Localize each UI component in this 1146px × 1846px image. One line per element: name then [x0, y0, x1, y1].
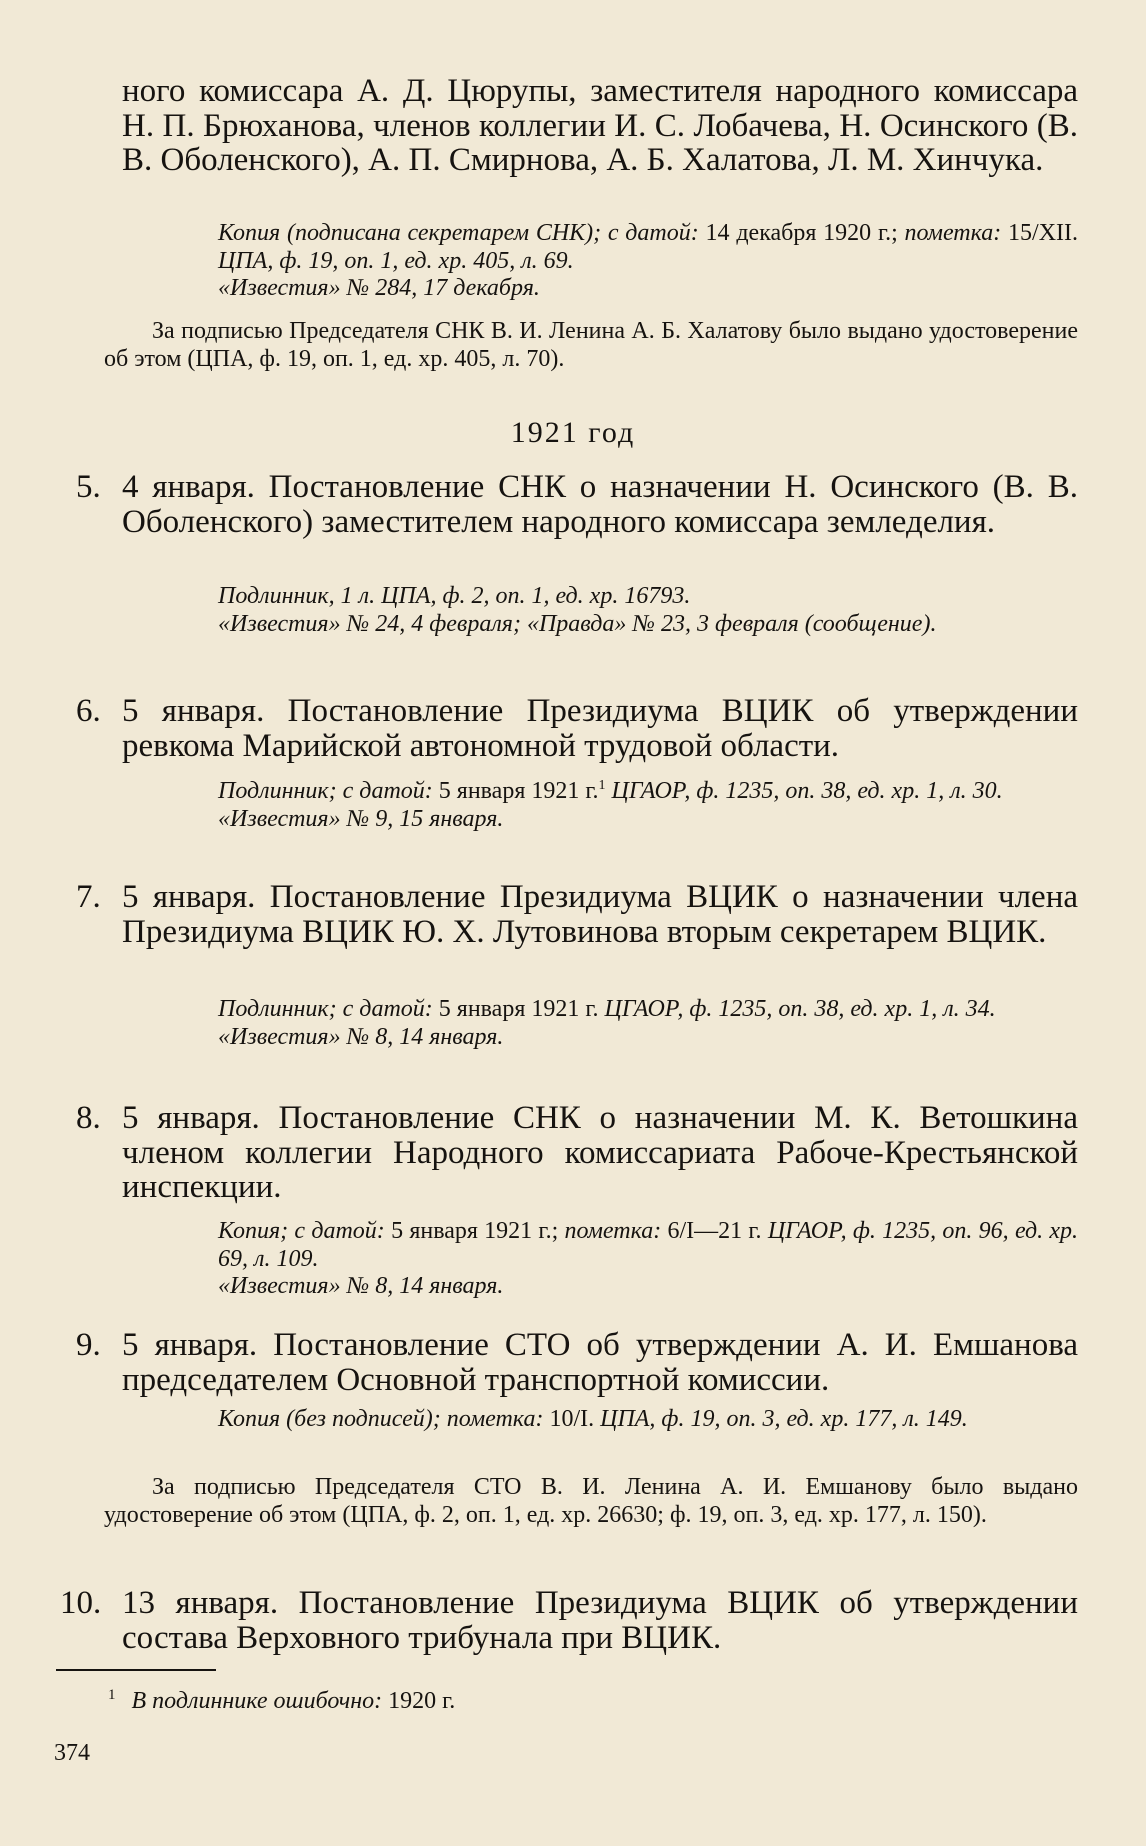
- footnote: [108, 1680, 455, 1716]
- source-date: 5 января 1921 г.: [438, 778, 599, 804]
- note-paragraph: За подписью Председателя СТО В. И. Ленина А. И. Емшанову было выдано удостоверение об этом (ЦПА, ф. 2, оп. 1, ед. хр. 26630; ф. 19, оп. 3, ед. хр. 177, л. 150).: [104, 1474, 1078, 1528]
- source-archive: ЦГАОР, ф. 1235, оп. 38, ед. хр. 1, л. 34.: [604, 996, 996, 1022]
- source-label: пометка:: [904, 220, 1002, 246]
- entry-number: 10.: [60, 1585, 102, 1621]
- footnote-rule: [56, 1669, 216, 1671]
- footnote-italic-text: В подлиннике ошибочно:: [131, 1688, 383, 1714]
- entry-7: [76, 880, 1078, 949]
- source-mark: 15/XII.: [1008, 220, 1079, 246]
- entry-text: 5 января. Постановление Президиума ВЦИК о назначении члена Президиума ВЦИК Ю. Х. Лутовинова вторым секретарем ВЦИК.: [122, 879, 1078, 950]
- source-archive: ЦГАОР, ф. 1235, оп. 38, ед. хр. 1, л. 30.: [611, 778, 1003, 804]
- source-archive: ЦГАОР, ф. 1235, оп. 96, ед. хр. 69, л. 109.: [218, 1218, 1079, 1272]
- source-date: 14 декабря 1920 г.;: [705, 220, 898, 246]
- entry-8: [76, 1101, 1078, 1205]
- entry-number: 6.: [76, 693, 101, 729]
- entry-6: [76, 694, 1078, 763]
- source-label: Подлинник; с датой:: [218, 778, 433, 804]
- archival-source: [218, 583, 1078, 638]
- entry-text: 5 января. Постановление СНК о назначении М. К. Ветошкина членом коллегии Народного комиссариата Рабоче-Крестьянской инспекции.: [122, 1100, 1078, 1205]
- source-label: пометка:: [564, 1218, 662, 1244]
- entry-number: 5.: [76, 469, 101, 505]
- note-paragraph: За подписью Председателя СНК В. И. Ленина А. Б. Халатову было выдано удостоверение об этом (ЦПА, ф. 19, оп. 1, ед. хр. 405, л. 70).: [104, 318, 1078, 372]
- footnote-marker: 1: [108, 1687, 116, 1703]
- source-publication: «Известия» № 284, 17 декабря.: [218, 275, 540, 301]
- entry-number: 9.: [76, 1327, 101, 1363]
- entry-text: 5 января. Постановление Президиума ВЦИК об утверждении ревкома Марийской автономной трудовой области.: [122, 693, 1078, 764]
- source-label: Копия; с датой:: [218, 1218, 385, 1244]
- footnote-text: 1920 г.: [388, 1688, 456, 1714]
- source-publication: «Известия» № 8, 14 января.: [218, 1273, 504, 1299]
- entry-number: 8.: [76, 1100, 101, 1136]
- source-date: 5 января 1921 г.: [438, 996, 599, 1022]
- page-number: 374: [54, 1740, 90, 1766]
- entry-number: 7.: [76, 879, 101, 915]
- source-label: Подлинник; с датой:: [218, 996, 433, 1022]
- entry-text: 5 января. Постановление СТО об утверждении А. И. Емшанова председателем Основной транспортной комиссии.: [122, 1327, 1078, 1398]
- year-heading: 1921 год: [510, 416, 636, 449]
- archival-source: [218, 1218, 1078, 1301]
- continuation-paragraph: ного комиссара А. Д. Цюрупы, заместителя народного комиссара Н. П. Брюханова, членов коллегии И. С. Лобачева, Н. Осинского (В. В. Оболенского), А. П. Смирнова, А. Б. Халатова, Л. М. Хинчука.: [122, 73, 1078, 178]
- footnote-reference: 1: [598, 778, 606, 793]
- source-publication: «Известия» № 24, 4 февраля; «Правда» № 23, 3 февраля (сообщение).: [218, 610, 937, 637]
- archival-source: [218, 772, 1078, 833]
- source-date: 5 января 1921 г.;: [391, 1218, 559, 1244]
- source-label: Копия (без подписей); пометка:: [218, 1406, 544, 1432]
- source-label: Копия (подписана секретарем СНК); с датой:: [218, 220, 699, 246]
- archival-source: [218, 1406, 1078, 1434]
- source-archive: ЦПА, ф. 19, оп. 3, ед. хр. 177, л. 149.: [600, 1406, 968, 1432]
- source-archive: ЦПА, ф. 19, оп. 1, ед. хр. 405, л. 69.: [218, 247, 574, 274]
- entry-text: 4 января. Постановление СНК о назначении Н. Осинского (В. В. Оболенского) заместителем народного комиссара земледелия.: [122, 469, 1078, 540]
- source-mark: 6/I—21 г.: [667, 1218, 762, 1244]
- source-publication: «Известия» № 8, 14 января.: [218, 1023, 504, 1050]
- source-mark: 10/I.: [549, 1406, 595, 1432]
- entry-5: [76, 470, 1078, 539]
- entry-10: [60, 1585, 1078, 1656]
- entry-9: [76, 1328, 1078, 1397]
- archival-source: [218, 996, 1078, 1051]
- archival-source: [218, 220, 1078, 303]
- source-archive: Подлинник, 1 л. ЦПА, ф. 2, оп. 1, ед. хр. 16793.: [218, 583, 691, 609]
- entry-text: 13 января. Постановление Президиума ВЦИК об утверждении состава Верховного трибунала при ВЦИК.: [122, 1585, 1078, 1656]
- source-publication: «Известия» № 9, 15 января.: [218, 805, 504, 832]
